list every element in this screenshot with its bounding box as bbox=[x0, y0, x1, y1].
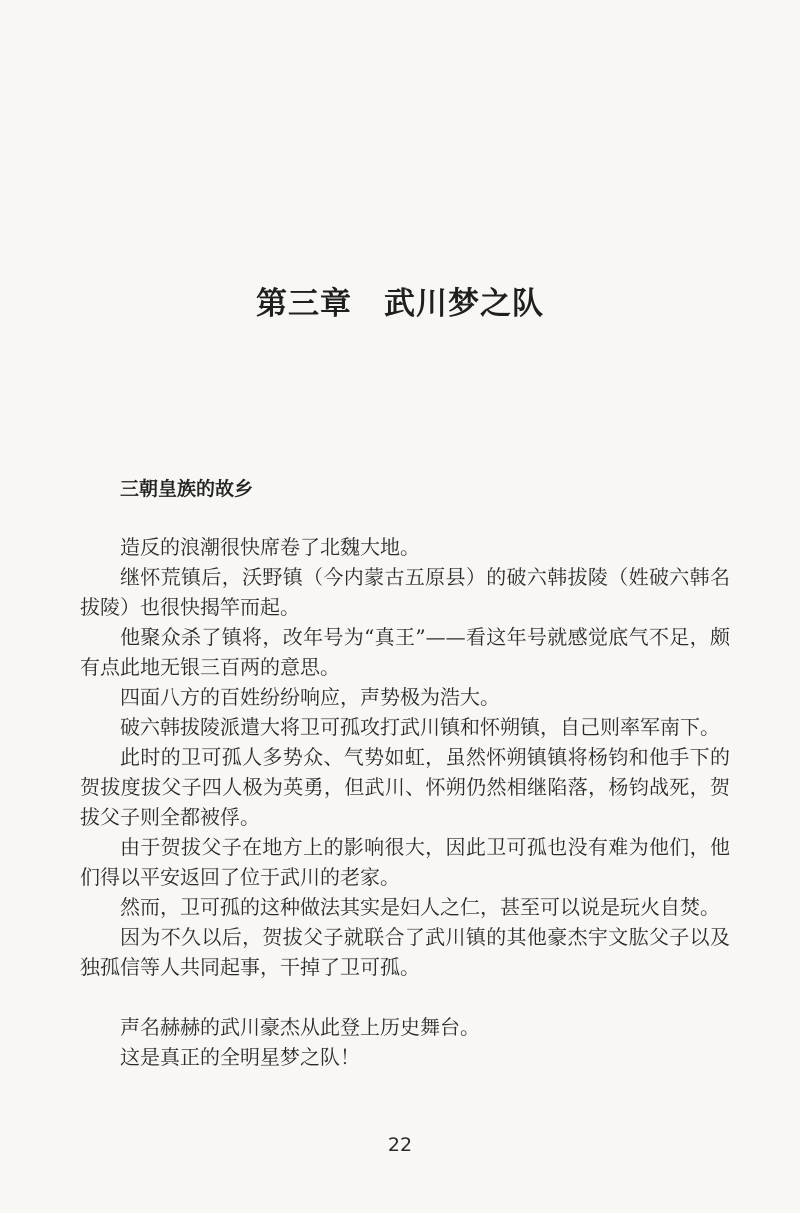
paragraph: 由于贺拔父子在地方上的影响很大，因此卫可孤也没有难为他们，他们得以平安返回了位于武川的老家。 bbox=[80, 835, 730, 889]
paragraph: 因为不久以后，贺拔父子就联合了武川镇的其他豪杰宇文肱父子以及独孤信等人共同起事，干掉了卫可孤。 bbox=[80, 925, 730, 979]
paragraph: 声名赫赫的武川豪杰从此登上历史舞台。 bbox=[120, 1015, 480, 1039]
paragraph: 然而，卫可孤的这种做法其实是妇人之仁，甚至可以说是玩火自焚。 bbox=[120, 895, 720, 919]
paragraph: 这是真正的全明星梦之队！ bbox=[120, 1045, 360, 1069]
paragraph: 此时的卫可孤人多势众、气势如虹，虽然怀朔镇镇将杨钧和他手下的贺拔度拔父子四人极为英勇，但武川、怀朔仍然相继陷落，杨钧战死，贺拔父子则全都被俘。 bbox=[80, 745, 730, 829]
paragraph: 造反的浪潮很快席卷了北魏大地。 bbox=[120, 535, 420, 559]
chapter-title bbox=[0, 278, 800, 323]
paragraph: 四面八方的百姓纷纷响应，声势极为浩大。 bbox=[120, 685, 500, 709]
paragraph: 他聚众杀了镇将，改年号为“真王”——看这年号就感觉底气不足，颇有点此地无银三百两的意思。 bbox=[80, 625, 730, 679]
chapter-name: 武川梦之队 bbox=[384, 286, 544, 322]
section-heading: 三朝皇族的故乡 bbox=[120, 478, 254, 500]
paragraph: 继怀荒镇后，沃野镇（今内蒙古五原县）的破六韩拔陵（姓破六韩名拔陵）也很快揭竿而起。 bbox=[80, 565, 730, 619]
chapter-number: 第三章 bbox=[256, 286, 352, 322]
paragraph: 破六韩拔陵派遣大将卫可孤攻打武川镇和怀朔镇，自己则率军南下。 bbox=[120, 715, 720, 739]
body-text bbox=[80, 532, 730, 1072]
page-number: 22 bbox=[387, 1134, 413, 1156]
